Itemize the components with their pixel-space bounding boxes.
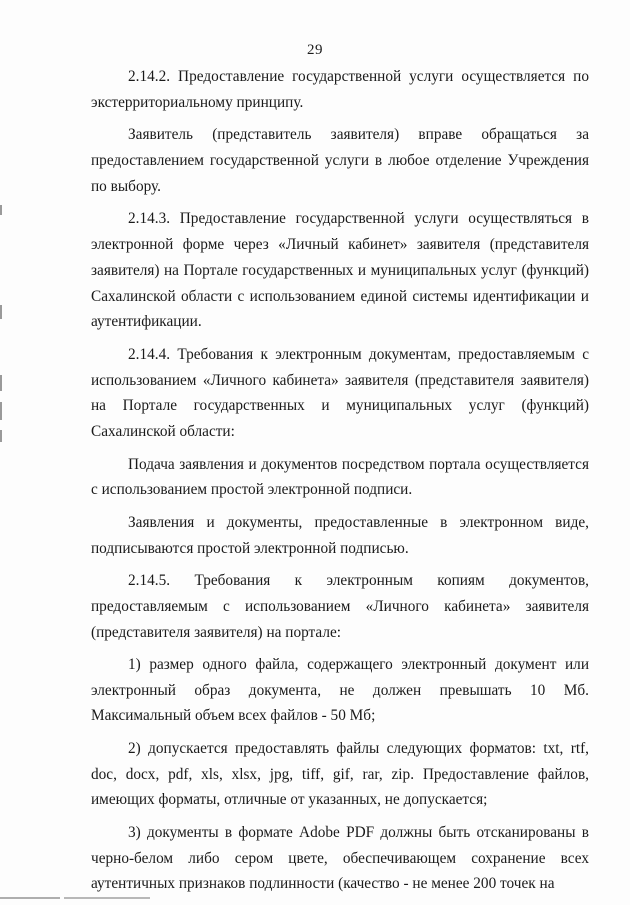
page-number: 29 <box>307 42 323 58</box>
scan-mark <box>0 375 2 391</box>
scan-mark <box>0 205 2 215</box>
scan-mark <box>0 430 2 442</box>
paragraph-2-14-5: 2.14.5. Требования к электронным копиям документов, предоставляемым с использованием «Личного кабинета» заявителя (представителя заявителя) на портале: <box>91 571 589 641</box>
scan-edge-marks <box>0 0 4 905</box>
paragraph-2-14-3: 2.14.3. Предоставление государственной услуги осуществляться в электронной форме через «Личный кабинет» заявителя (представителя заявителя) на Портале государственных и муниципальных услуг (функций) Сахалинской области с использованием единой системы идентификации и аутентификации. <box>91 210 589 331</box>
list-item-file-formats: 2) допускается предоставлять файлы следующих форматов: txt, rtf, doc, docx, pdf, xls, xlsx, jpg, tiff, gif, rar, zip. Предоставление файлов, имеющих форматы, отличные от указанных, не допускается; <box>91 739 589 809</box>
document-body <box>91 64 589 904</box>
list-item-pdf-scanning: 3) документы в формате Adobe PDF должны быть отсканированы в черно-белом либо сером цвете, обеспечивающем сохранение всех аутентичных признаков подлинности (качество - не менее 200 точек на <box>91 823 589 893</box>
scan-mark <box>0 402 2 420</box>
paragraph-applicant-right: Заявитель (представитель заявителя) вправе обращаться за предоставлением государственной услуги в любое отделение Учреждения по выбору. <box>91 126 589 195</box>
bottom-scan-line <box>0 897 220 899</box>
paragraph-portal-signature: Подача заявления и документов посредством портала осуществляется с использованием простой электронной подписи. <box>91 455 589 499</box>
paragraph-2-14-4: 2.14.4. Требования к электронным документам, предоставляемым с использованием «Личного кабинета» заявителя (представителя заявителя) на Портале государственных и муниципальных услуг (функций) Сахалинской области: <box>91 345 589 441</box>
paragraph-signed-documents: Заявления и документы, предоставленные в электронном виде, подписываются простой электронной подписью. <box>91 513 589 557</box>
list-item-file-size: 1) размер одного файла, содержащего электронный документ или электронный образ документа, не должен превышать 10 Мб. Максимальный объем всех файлов - 50 Мб; <box>91 655 589 725</box>
scan-mark <box>0 305 2 319</box>
paragraph-2-14-2: 2.14.2. Предоставление государственной услуги осуществляется по экстерриториальному принципу. <box>91 68 589 111</box>
